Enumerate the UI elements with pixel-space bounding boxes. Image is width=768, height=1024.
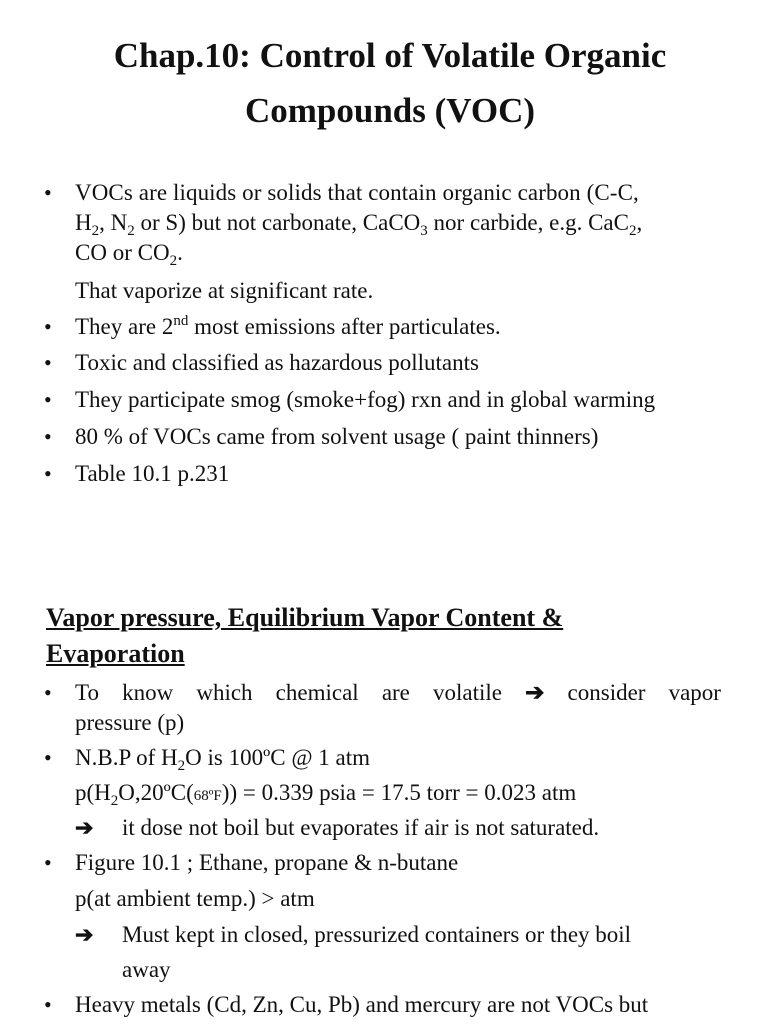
arrow-icon: ➔ bbox=[525, 680, 545, 705]
arrow-icon: ➔ bbox=[75, 922, 94, 947]
bullet: • bbox=[44, 850, 52, 875]
voc-def-line-1: VOCs are liquids or solids that contain organic carbon (C-C, bbox=[75, 180, 639, 205]
bullet: • bbox=[44, 180, 52, 205]
bullet: • bbox=[44, 424, 52, 449]
bullet: • bbox=[44, 314, 52, 339]
bullet-toxic: Toxic and classified as hazardous pollutants bbox=[75, 350, 479, 375]
bullet-volatile-line-2: pressure (p) bbox=[75, 710, 185, 735]
bullet-heavy-metals: Heavy metals (Cd, Zn, Cu, Pb) and mercury are not VOCs but bbox=[75, 992, 649, 1017]
voc-def-line-3: CO or $CO_2$. bbox=[75, 240, 183, 269]
bullet: • bbox=[44, 350, 52, 375]
arrow-note-pressurized-2: away bbox=[122, 957, 171, 982]
voc-def-line-4: That vaporize at significant rate. bbox=[75, 278, 374, 303]
bullet-volatile-line-1: To know which chemical are volatile ➔ consider vapor bbox=[75, 678, 721, 708]
bullet: • bbox=[44, 461, 52, 486]
bullet-table-ref: Table 10.1 p.231 bbox=[75, 461, 230, 486]
bullet: • bbox=[44, 680, 52, 705]
bullet-nbp-water: N.B.P of $H_2O$ is 100ºC @ 1 atm bbox=[75, 745, 371, 774]
arrow-note-pressurized-1: Must kept in closed, pressurized containers or they boil bbox=[122, 922, 632, 947]
title-line-1: Chap.10: Control of Volatile Organic bbox=[113, 36, 667, 75]
bullet-solvent-usage: 80 % of VOCs came from solvent usage ( paint thinners) bbox=[75, 424, 599, 449]
section-heading-line-1: Vapor pressure, Equilibrium Vapor Content & bbox=[46, 603, 564, 632]
ambient-pressure-line: p(at ambient temp.) > atm bbox=[75, 886, 315, 911]
arrow-icon: ➔ bbox=[75, 815, 94, 840]
bullet-emissions-rank: They are 2nd most emissions after particulates. bbox=[75, 313, 501, 339]
voc-def-line-2: $H_2$, $N_2$ or S) but not carbonate, CaCO$_3$ nor carbide, e.g. CaC$_2$, bbox=[75, 210, 643, 239]
arrow-note-evaporates: it dose not boil but evaporates if air is not saturated. bbox=[122, 815, 600, 840]
bullet: • bbox=[44, 745, 52, 770]
bullet: • bbox=[44, 992, 52, 1017]
title-line-2: Compounds (VOC) bbox=[244, 91, 536, 130]
bullet-smog: They participate smog (smoke+fog) rxn and in global warming bbox=[75, 387, 656, 412]
bullet-figure-ref: Figure 10.1 ; Ethane, propane & n-butane bbox=[75, 850, 459, 875]
vapor-pressure-equation: $p(H_2O,20ºC(68ºF)) = 0.339$ psia = 17.5 torr = 0.023 atm bbox=[75, 780, 577, 809]
section-heading-line-2: Evaporation bbox=[46, 639, 185, 668]
bullet: • bbox=[44, 387, 52, 412]
